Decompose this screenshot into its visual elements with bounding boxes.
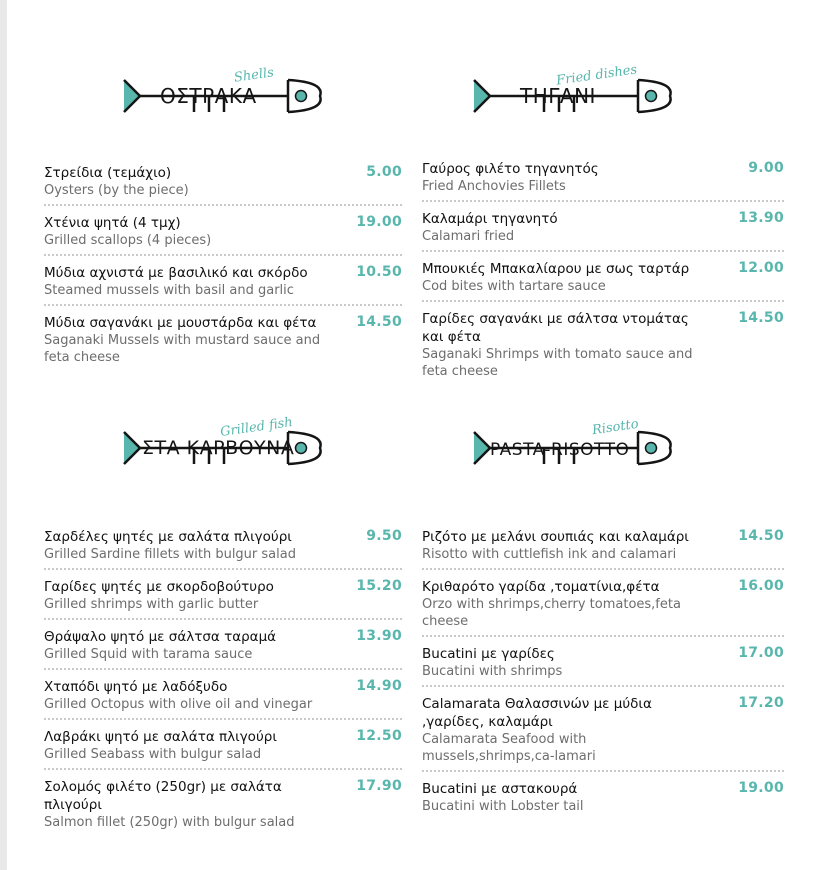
fried-title: ΤΗΓΑΝΙ bbox=[520, 84, 596, 108]
item-name-greek: Μύδια αχνιστά με βασιλικό και σκόρδο bbox=[44, 265, 308, 281]
item-price: 13.90 bbox=[356, 628, 402, 644]
item-name-greek: Γαύρος φιλέτο τηγανητός bbox=[422, 161, 599, 177]
grilled-title: ΣΤΑ ΚΑΡΒΟΥΝΑ bbox=[142, 437, 295, 459]
dotted-divider bbox=[44, 768, 402, 770]
menu-item bbox=[44, 678, 402, 713]
dotted-divider bbox=[44, 618, 402, 620]
item-name-english: Grilled Seabass with bulgur salad bbox=[44, 747, 262, 762]
item-price: 14.50 bbox=[738, 310, 784, 326]
item-name-english: Saganaki Mussels with mustard sauce and feta cheese bbox=[44, 333, 321, 365]
item-name-greek: Μύδια σαγανάκι με μουστάρδα και φέτα bbox=[44, 315, 317, 331]
item-price: 17.90 bbox=[356, 778, 402, 794]
item-name-greek: Θράψαλο ψητό με σάλτσα ταραμά bbox=[44, 629, 277, 645]
pasta-list bbox=[422, 528, 784, 815]
menu-item bbox=[422, 160, 784, 195]
menu-item bbox=[44, 628, 402, 663]
item-name-greek: Στρείδια (τεμάχιο) bbox=[44, 165, 172, 181]
item-name-english: Orzo with shrimps,cherry tomatoes,feta cheese bbox=[422, 597, 681, 629]
fried-script-title: Fried dishes bbox=[555, 62, 639, 89]
item-price: 19.00 bbox=[738, 780, 784, 796]
item-name-greek: Bucatini με αστακουρά bbox=[422, 781, 578, 797]
dotted-divider bbox=[44, 668, 402, 670]
menu-item bbox=[422, 210, 784, 245]
item-name-greek: Χτένια ψητά (4 τμχ) bbox=[44, 215, 181, 231]
dotted-divider bbox=[422, 300, 784, 302]
item-price: 14.50 bbox=[738, 528, 784, 544]
item-name-english: Cod bites with tartare sauce bbox=[422, 279, 606, 294]
dotted-divider bbox=[422, 250, 784, 252]
item-name-greek: Κριθαρότο γαρίδα ,τοματίνια,φέτα bbox=[422, 579, 660, 595]
menu-item bbox=[44, 578, 402, 613]
shells-logo bbox=[120, 65, 320, 124]
menu-item bbox=[422, 528, 784, 563]
shells-script-title: Shells bbox=[233, 65, 275, 86]
item-name-english: Bucatini with shrimps bbox=[422, 664, 563, 679]
menu-item bbox=[44, 164, 402, 199]
item-name-english: Grilled Octopus with olive oil and vinegar bbox=[44, 697, 313, 712]
item-price: 15.20 bbox=[356, 578, 402, 594]
item-price: 5.00 bbox=[366, 164, 402, 180]
item-name-english: Grilled scallops (4 pieces) bbox=[44, 233, 212, 248]
menu-item bbox=[44, 728, 402, 763]
menu-item bbox=[44, 214, 402, 249]
fried-logo bbox=[470, 62, 670, 124]
grilled-script-title: Grilled fish bbox=[219, 414, 294, 441]
item-name-greek: Ριζότο με μελάνι σουπιάς και καλαμάρι bbox=[422, 529, 689, 545]
item-name-english: Risotto with cuttlefish ink and calamari bbox=[422, 547, 677, 562]
item-name-greek: Σολομός φιλέτο (250gr) με σαλάτα πλιγούρι bbox=[44, 779, 282, 813]
dotted-divider bbox=[422, 635, 784, 637]
item-name-greek: Γαρίδες ψητές με σκορδοβούτυρο bbox=[44, 579, 274, 595]
item-price: 13.90 bbox=[738, 210, 784, 226]
shells-title: ΟΣΤΡΑΚΑ bbox=[160, 84, 257, 108]
item-price: 10.50 bbox=[356, 264, 402, 280]
item-name-greek: Σαρδέλες ψητές με σαλάτα πλιγούρι bbox=[44, 529, 292, 545]
item-name-english: Grilled Sardine fillets with bulgur salad bbox=[44, 547, 296, 562]
item-name-greek: Calamarata Θαλασσινών με μύδια ,γαρίδες, καλαμάρι bbox=[422, 696, 652, 730]
grilled-list bbox=[44, 528, 402, 831]
item-name-english: Oysters (by the piece) bbox=[44, 183, 189, 198]
dotted-divider bbox=[422, 770, 784, 772]
item-name-greek: Μπουκιές Μπακαλίαρου με σως ταρτάρ bbox=[422, 261, 690, 277]
menu-item bbox=[44, 778, 402, 831]
pasta-logo bbox=[470, 416, 670, 476]
menu-item bbox=[422, 645, 784, 680]
item-name-english: Calamarata Seafood with mussels,shrimps,ca-lamari bbox=[422, 732, 596, 764]
grilled-logo bbox=[120, 414, 320, 476]
menu-item bbox=[422, 695, 784, 765]
item-price: 9.50 bbox=[366, 528, 402, 544]
item-name-english: Bucatini with Lobster tail bbox=[422, 799, 584, 814]
item-price: 12.50 bbox=[356, 728, 402, 744]
dotted-divider bbox=[422, 568, 784, 570]
menu-item bbox=[44, 264, 402, 299]
dotted-divider bbox=[44, 254, 402, 256]
item-name-greek: Γαρίδες σαγανάκι με σάλτσα ντομάτας και φέτα bbox=[422, 311, 689, 345]
item-name-greek: Χταπόδι ψητό με λαδόξυδο bbox=[44, 679, 228, 695]
fried-list bbox=[422, 160, 784, 380]
dotted-divider bbox=[44, 718, 402, 720]
menu-item bbox=[422, 310, 784, 380]
item-price: 16.00 bbox=[738, 578, 784, 594]
pasta-script-title: Risotto bbox=[591, 416, 640, 439]
item-price: 14.50 bbox=[356, 314, 402, 330]
menu-item bbox=[44, 528, 402, 563]
pasta-title: PASTA-RISOTTO bbox=[490, 440, 630, 460]
dotted-divider bbox=[44, 568, 402, 570]
page-edge bbox=[0, 0, 7, 870]
item-price: 12.00 bbox=[738, 260, 784, 276]
item-name-english: Calamari fried bbox=[422, 229, 515, 244]
dotted-divider bbox=[422, 685, 784, 687]
item-name-english: Grilled Squid with tarama sauce bbox=[44, 647, 253, 662]
item-name-greek: Καλαμάρι τηγανητό bbox=[422, 211, 558, 227]
dotted-divider bbox=[44, 304, 402, 306]
item-name-greek: Bucatini με γαρίδες bbox=[422, 646, 555, 662]
shells-list bbox=[44, 164, 402, 366]
menu-item bbox=[422, 578, 784, 630]
item-name-english: Steamed mussels with basil and garlic bbox=[44, 283, 294, 298]
dotted-divider bbox=[422, 200, 784, 202]
menu-item bbox=[422, 780, 784, 815]
item-price: 17.20 bbox=[738, 695, 784, 711]
menu-item bbox=[44, 314, 402, 366]
dotted-divider bbox=[44, 204, 402, 206]
item-name-english: Grilled shrimps with garlic butter bbox=[44, 597, 259, 612]
item-name-english: Fried Anchovies Fillets bbox=[422, 179, 566, 194]
item-name-english: Salmon fillet (250gr) with bulgur salad bbox=[44, 815, 295, 830]
menu-item bbox=[422, 260, 784, 295]
item-price: 19.00 bbox=[356, 214, 402, 230]
item-name-greek: Λαβράκι ψητό με σαλάτα πλιγούρι bbox=[44, 729, 277, 745]
item-price: 9.00 bbox=[748, 160, 784, 176]
item-price: 17.00 bbox=[738, 645, 784, 661]
item-name-english: Saganaki Shrimps with tomato sauce and feta cheese bbox=[422, 347, 693, 379]
item-price: 14.90 bbox=[356, 678, 402, 694]
